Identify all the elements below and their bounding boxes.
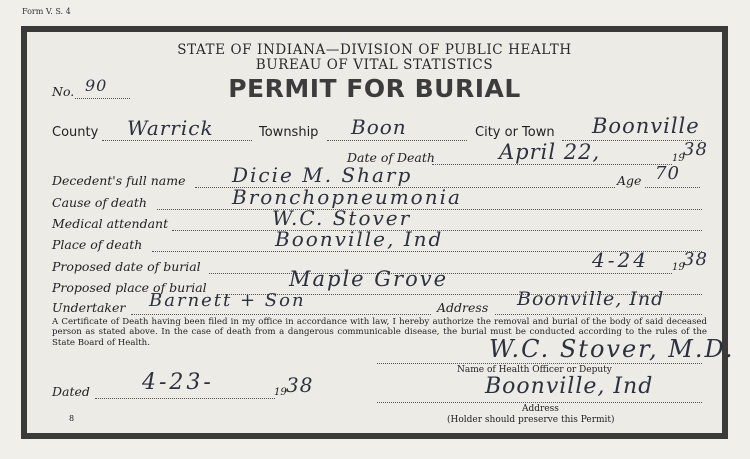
date-of-death-year-prefix: 19 — [672, 153, 685, 164]
undertaker-line — [131, 314, 431, 315]
city-value: Boonville — [592, 114, 700, 138]
age-line — [645, 187, 700, 188]
city-label: City or Town — [475, 125, 555, 140]
burial-date-value: 4-24 — [592, 248, 649, 272]
date-of-death-year: 38 — [683, 139, 708, 160]
header-agency: STATE OF INDIANA—DIVISION OF PUBLIC HEALTH — [177, 42, 572, 58]
burial-date-year-prefix: 19 — [672, 262, 685, 273]
page-number: 8 — [69, 414, 75, 423]
holder-note: (Holder should preserve this Permit) — [447, 415, 615, 425]
decedent-value: Dicie M. Sharp — [232, 163, 413, 187]
dated-value: 4-23- — [142, 370, 214, 395]
officer-address-caption: Address — [522, 404, 559, 414]
officer-address-line — [377, 402, 702, 403]
number-label: No. — [52, 84, 75, 99]
signature-caption: Name of Health Officer or Deputy — [457, 365, 612, 375]
township-value: Boon — [351, 115, 407, 139]
signature-line — [377, 363, 702, 364]
age-value: 70 — [655, 163, 680, 184]
burial-place-value: Maple Grove — [289, 267, 449, 291]
burial-place-label: Proposed place of burial — [52, 280, 207, 295]
decedent-label: Decedent's full name — [52, 173, 186, 188]
burial-date-year: 38 — [683, 249, 708, 270]
township-line — [327, 140, 467, 141]
cause-label: Cause of death — [52, 195, 147, 210]
county-label: County — [52, 125, 99, 140]
certificate-text: A Certificate of Death having been filed in my office in accordance with law, I hereby authorize the removal and burial of the body of said deceased person as stated above. In the case of death from a dangerous communicable disease, the burial must be conducted according to the rules of the State Board of Health. — [52, 317, 707, 348]
page-title: PERMIT FOR BURIAL — [228, 74, 521, 103]
dated-year: 38 — [286, 373, 314, 397]
dated-line — [95, 398, 275, 399]
undertaker-address-line — [495, 314, 702, 315]
dated-label: Dated — [52, 384, 90, 399]
health-officer-signature: W.C. Stover, M.D. — [489, 335, 735, 363]
undertaker-address-value: Boonville, Ind — [517, 288, 665, 310]
number-value: 90 — [85, 76, 108, 95]
undertaker-address-label: Address — [437, 300, 489, 315]
cause-line — [157, 209, 702, 210]
attendant-value: W.C. Stover — [272, 206, 412, 230]
burial-permit-card — [21, 26, 735, 439]
form-number: Form V. S. 4 — [22, 7, 71, 16]
dated-year-prefix: 19 — [274, 387, 287, 398]
county-line — [102, 140, 252, 141]
header-bureau: BUREAU OF VITAL STATISTICS — [255, 57, 494, 73]
officer-address-value: Boonville, Ind — [485, 374, 654, 399]
date-of-death-line — [432, 164, 672, 165]
undertaker-label: Undertaker — [52, 300, 126, 315]
place-of-death-value: Boonville, Ind — [275, 227, 444, 251]
township-label: Township — [259, 125, 319, 140]
number-line — [75, 98, 130, 99]
cause-value: Bronchopneumonia — [232, 185, 462, 209]
age-label: Age — [617, 173, 642, 188]
undertaker-value: Barnett + Son — [149, 290, 306, 311]
county-value: Warrick — [127, 116, 214, 140]
burial-date-label: Proposed date of burial — [52, 259, 201, 274]
place-of-death-label: Place of death — [52, 237, 143, 252]
date-of-death-label: Date of Death — [347, 150, 435, 165]
date-of-death-value: April 22, — [499, 140, 601, 164]
attendant-label: Medical attendant — [52, 216, 169, 231]
